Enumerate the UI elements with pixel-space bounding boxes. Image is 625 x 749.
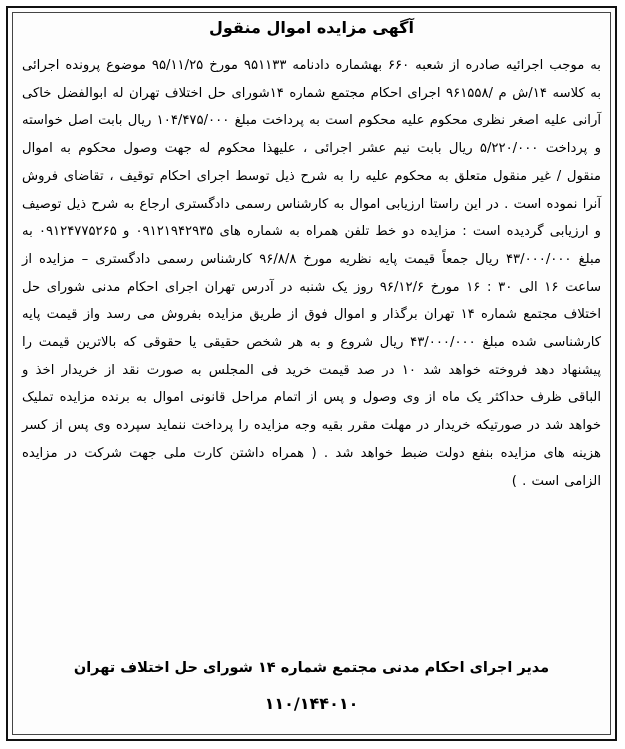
- auction-notice: [6, 6, 617, 741]
- notice-code: ۱۱۰/۱۴۴۰۱۰: [264, 694, 359, 713]
- notice-title: آگهی مزایده اموال منقول: [209, 18, 414, 37]
- notice-body: به موجب اجرائیه صادره از شعبه ۶۶۰ بهشماره دادنامه ۹۵۱۱۳۳ مورخ ۹۵/۱۱/۲۵ موضوع پرونده اجرائی به کلاسه ۱۴/ش م /۹۶۱۵۵۸ اجرای احکام مجتمع شماره ۱۴شورای حل اختلاف تهران له ابوالفضل خاکی آرانی علیه اصغر نظری محکوم علیه محکوم است به پرداخت مبلغ ۱۰۴/۴۷۵/۰۰۰ ریال بابت اصل خواسته و پرداخت ۵/۲۲۰/۰۰۰ ریال بابت نیم عشر اجرائی ، علیهذا محکوم له جهت وصول محکوم به اموال منقول / غیر منقول متعلق به محکوم علیه را به شرح ذیل توسط اجرای احکام توقیف ، تقاضای فروش آنرا نموده است . در این راستا ارزیابی اموال به کارشناس رسمی دادگستری ارجاع به شرح ذیل توصیف و ارزیابی گردیده است : مزایده دو خط تلفن همراه به شماره های ۰۹۱۲۱۹۴۲۹۳۵ و ۰۹۱۲۴۷۷۵۲۶۵ به مبلغ ۴۳/۰۰۰/۰۰۰ ریال جمعاً قیمت پایه نظریه مورخ ۹۶/۸/۸ کارشناس رسمی دادگستری – مزایده از ساعت ۱۶ الی ۳۰ : ۱۶ مورخ ۹۶/۱۲/۶ روز یک شنبه در آدرس تهران اجرای احکام مدنی شورای حل اختلاف مجتمع شماره ۱۴ تهران برگذار و اموال فوق از طریق مزایده بفروش می رسد واز قیمت پایه کارشناسی شده مبلغ ۴۳/۰۰۰/۰۰۰ ریال شروع و به هر شخص حقیقی یا حقوقی که بالاترین قیمت را پیشنهاد دهد فروخته خواهد شد ۱۰ در صد قیمت خرید فی المجلس به صورت نقد از خریدار اخذ و الباقی ظرف حداکثر یک ماه از وی وصول و پس از اتمام مراحل قانونی اموال به برنده مزایده تملیک خواهد شد در صورتیکه خریدار در مهلت مقرر بقیه وجه مزایده را پرداخت ننماید سپرده وی پس از کسر هزینه های مزایده بنفع دولت ضبط خواهد شد . ( همراه داشتن کارت ملی جهت شرکت در مزایده الزامی است . ): [22, 58, 602, 489]
- notice-signature: مدیر اجرای احکام مدنی مجتمع شماره ۱۴ شورای حل اختلاف تهران: [73, 660, 550, 676]
